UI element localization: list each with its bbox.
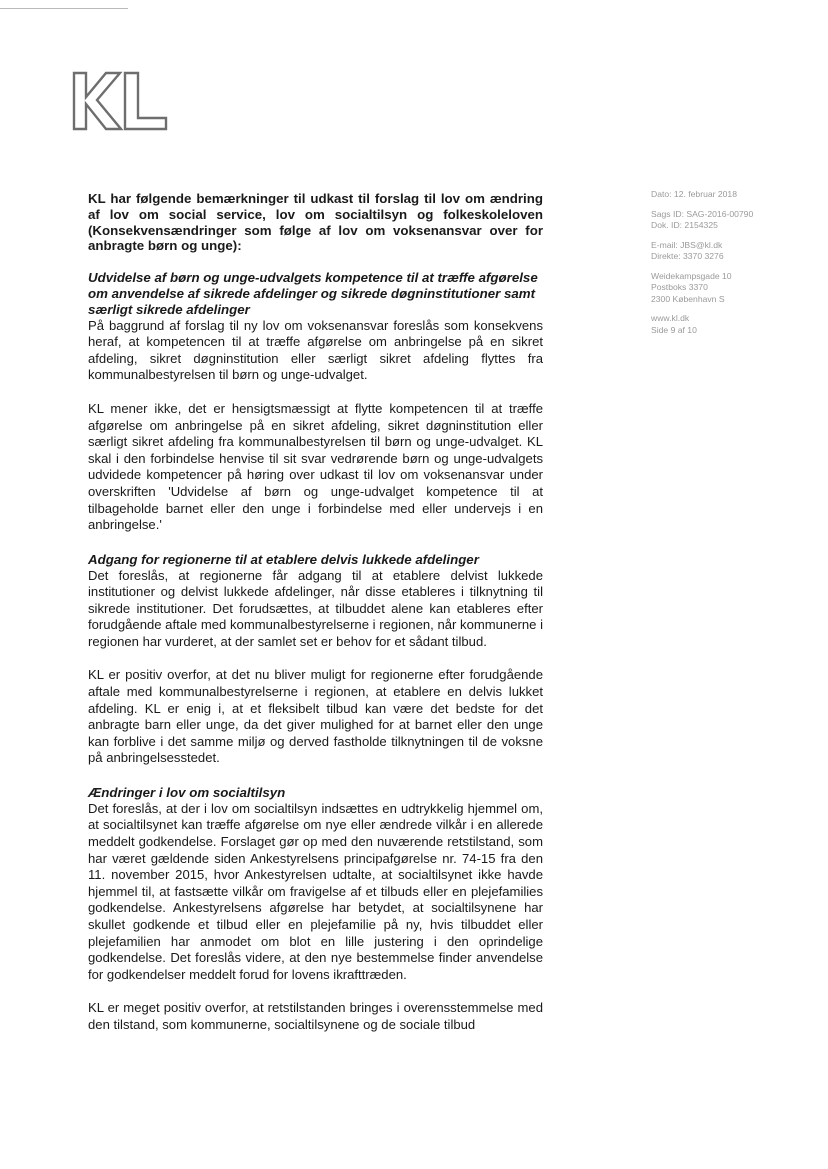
date-line: Dato: 12. februar 2018: [651, 189, 737, 199]
intro-statement: KL har følgende bemærkninger til udkast til forslag til lov om ændring af lov om social service, lov om socialtilsyn og folkeskoleloven (Konsekvensændringer som følge af lov om voksenansvar over for anbragte børn og unge):: [88, 191, 543, 254]
kl-logo-mark: [70, 70, 170, 132]
paragraph: KL mener ikke, det er hensigtsmæssigt at flytte kompetencen til at træffe afgørelse om anbringelse på en sikret afdeling, sikret døgninstitution eller særligt sikret afdeling fra kommunalbestyrelsen til børn og unge-udvalget. KL skal i den forbindelse henvise til sit svar vedrørende børn og unge-udvalgets udvidede kompetencer på høring over udkast til lov om voksenansvar under overskriften 'Udvidelse af børn og unge-udvalget kompetence til at tilbageholde barnet eller den unge i forbindelse med eller undervejs i en anbringelse.': [88, 400, 543, 533]
paragraph: KL er meget positiv overfor, at retstilstanden bringes i overensstemmelse med den tilstand, som kommunerne, socialtilsynene og de sociale tilbud: [88, 1000, 543, 1032]
sidebar-info: [651, 189, 821, 344]
paragraph: Det foreslås, at der i lov om socialtilsyn indsættes en udtrykkelig hjemmel om, at socialtilsynet kan træffe afgørelse om nye eller ændrede vilkår i en allerede meddelt godkendelse. Forslaget gør op med den nuværende retstilstand, som har været gældende siden Ankestyrelsens principafgørelse nr. 74-15 fra den 11. november 2015, hvor Ankestyrelsen udtalte, at socialtilsynet ikke havde hjemmel til, at fastsætte vilkår om fravigelse af et tilbuds eller en plejefamilies godkendelse. Ankestyrelsens afgørelse har betydet, at socialtilsynene har skullet godkende et tilbud eller en plejefamilie på ny, hvis tilbuddet eller plejefamilien har anmodet om blot en lille justering i den oprindelige godkendelse. Det foreslås videre, at den nye bestemmelse finder anvendelse for godkendelser meddelt forud for lovens ikrafttræden.: [88, 800, 543, 982]
contact: [651, 240, 821, 263]
email-line: E-mail: JBS@kl.dk: [651, 239, 723, 250]
section-heading: Ændringer i lov om socialtilsyn: [88, 785, 286, 801]
section-regioner: [88, 552, 543, 767]
section-heading: Adgang for regionerne til at etablere delvis lukkede afdelinger: [88, 551, 479, 567]
address-line: 2300 København S: [651, 293, 725, 304]
kl-logo: [70, 70, 170, 132]
address-line: Postboks 3370: [651, 282, 708, 292]
letter-body: [88, 191, 543, 1034]
website-line: www.kl.dk: [651, 313, 690, 323]
case-id: Sags ID: SAG-2016-00790: [651, 208, 754, 219]
doc-meta: [651, 189, 821, 201]
web-and-page: [651, 313, 821, 336]
address: [651, 271, 821, 306]
case-ids: [651, 209, 821, 232]
phone-line: Direkte: 3370 3276: [651, 251, 724, 261]
address-line: Weidekampsgade 10: [651, 270, 732, 281]
section-heading: Udvidelse af børn og unge-udvalgets kompetence til at træffe afgørelse om anvendelse af sikrede afdelinger og sikrede døgninstitutioner samt særligt sikrede afdelinger: [88, 270, 538, 317]
paragraph: På baggrund af forslag til ny lov om voksenansvar foreslås som konsekvens heraf, at kompetencen til at træffe afgørelse om anbringelse på en sikret afdeling, sikret døgninstitution eller særligt sikret afdeling flyttes fra kommunalbestyrelsen til børn og unge-udvalget.: [88, 317, 543, 383]
section-socialtilsyn: [88, 785, 543, 1034]
page-number: Side 9 af 10: [651, 324, 697, 335]
doc-id: Dok. ID: 2154325: [651, 220, 718, 230]
paragraph: KL er positiv overfor, at det nu bliver muligt for regionerne efter forudgående aftale med kommunalbestyrelserne i regionen, at etablere en delvis lukket afdeling. KL er enig i, at et fleksibelt tilbud kan være det bedste for det anbragte barn eller unge, da det giver mulighed for at barnet eller den unge kan forblive i det samme miljø og derved fastholde tilknytningen til de voksne på anbringelsesstedet.: [88, 667, 543, 766]
section-kompetence: [88, 270, 543, 534]
paragraph: Det foreslås, at regionerne får adgang til at etablere delvist lukkede institutioner og delvist lukkede afdelinger, når disse etableres i tilknytning til sikrede institutioner. Det forudsættes, at tilbuddet alene kan etableres efter forudgående aftale med kommunalbestyrelserne i regionen, når kommunerne i regionen har vurderet, at der samlet set er behov for et sådant tilbud.: [88, 567, 543, 649]
top-rule: [0, 8, 128, 9]
